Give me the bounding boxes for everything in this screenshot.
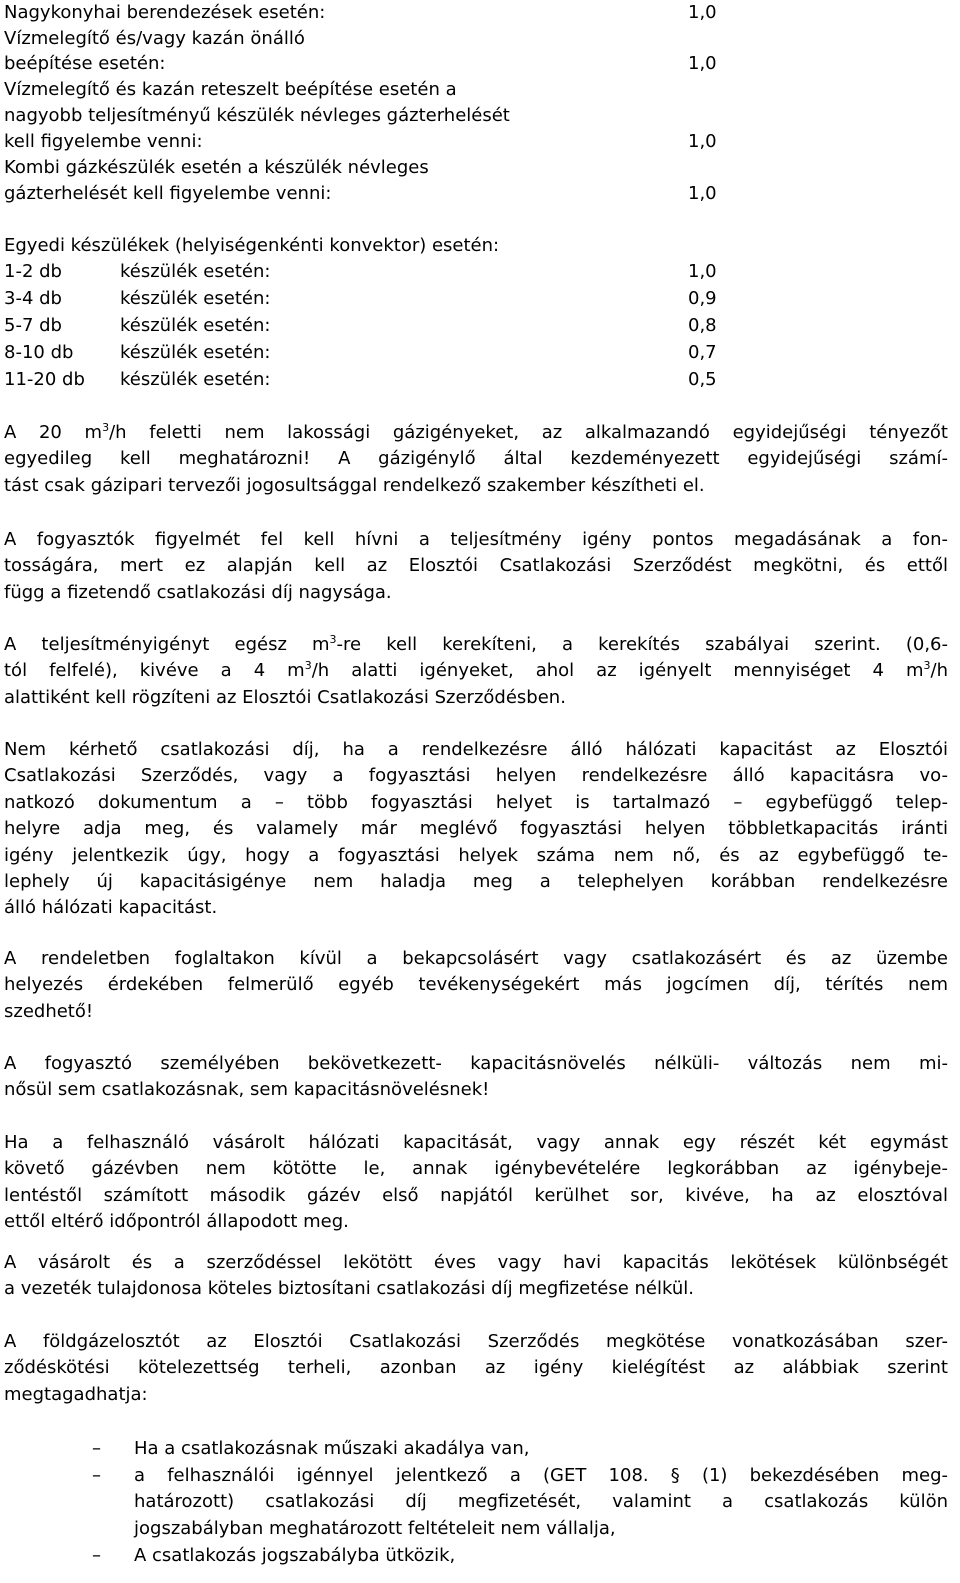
list-item: Ha a csatlakozásnak műszaki akadálya van, — [134, 1438, 530, 1459]
appliance-count: 11-20 db — [4, 369, 85, 390]
appliance-factor: 0,9 — [688, 288, 717, 309]
factor-label: Nagykonyhai berendezések esetén: — [4, 2, 326, 23]
factor-label: Vízmelegítő és/vagy kazán önálló — [4, 28, 305, 49]
appliance-label: készülék esetén: — [120, 342, 271, 363]
paragraph-simultaneity: A 20 $m^3/h$ feletti nem lakossági gázigényeket, az alkalmazandó egyidejűségi tényezőt egyedileg kell meghatározni! A gázigénylő által kezdeményezett egyidejűségi számí- tást csak gázipari tervezői jogosultsággal rendelkező szakember készítheti el. — [4, 421, 948, 496]
factor-label: nagyobb teljesítményű készülék névleges gázterhelését — [4, 105, 510, 126]
paragraph-refusal: A földgázelosztót az Elosztói Csatlakozási Szerződés megkötése vonatkozásában szer- ződéskötési kötelezettség terheli, azonban az igény kielégítést az alábbiak szerint megtagadhatja: — [4, 1331, 948, 1405]
factor-label: beépítése esetén: — [4, 53, 166, 74]
dash-bullet: – — [92, 1438, 101, 1459]
appliance-label: készülék esetén: — [120, 369, 271, 390]
factor-label: Kombi gázkészülék esetén a készülék névleges — [4, 157, 429, 178]
factor-value: 1,0 — [688, 53, 717, 74]
appliance-count: 5-7 db — [4, 315, 62, 336]
paragraph-difference: A vásárolt és a szerződéssel lekötött éves vagy havi kapacitás lekötések különbségét a vezeték tulajdonosa köteles biztosítani csatlakozási díj megfizetése nélkül. — [4, 1252, 948, 1300]
paragraph-unused-capacity: Ha a felhasználó vásárolt hálózati kapacitását, vagy annak egy részét két egymást követő gázévben nem kötötte le, annak igénybevételére legkorábban az igénybeje- lentéstől számított második gázév első napjától kerülhet sor, kivéve, ha az elosztóval ettől eltérő időpontról állapodott meg. — [4, 1132, 948, 1233]
appliance-factor: 0,5 — [688, 369, 717, 390]
paragraph-no-fee: Nem kérhető csatlakozási díj, ha a rendelkezésre álló hálózati kapacitást az Elosztói Csatlakozási Szerződés, vagy a fogyasztási helyen rendelkezésre álló kapacitásra vo- natkozó dokumentum a – több fogyasztási helyet is tartalmazó – egybefüggő telep- helyre adja meg, és valamely már meglévő fogyasztási helyen többletkapacitás iránti igény jelentkezik úgy, hogy a fogyasztási helyek száma nem nő, és az egybefüggő te- lephely új kapacitásigénye nem haladja meg a telephelyen korábban rendelkezésre álló hálózati kapacitást. — [4, 739, 948, 919]
factor-label: kell figyelembe venni: — [4, 131, 203, 152]
appliance-label: készülék esetén: — [120, 261, 271, 282]
factor-value: 1,0 — [688, 183, 717, 204]
paragraph-capacity-request: A fogyasztók figyelmét fel kell hívni a teljesítmény igény pontos megadásának a fon- tosságára, mert ez alapján kell az Elosztói Csatlakozási Szerződést megkötni, és ettől függ a fizetendő csatlakozási díj nagysága. — [4, 529, 948, 603]
appliance-label: készülék esetén: — [120, 288, 271, 309]
factor-value: 1,0 — [688, 2, 717, 23]
dash-bullet: – — [92, 1545, 101, 1566]
factor-label: gázterhelését kell figyelembe venni: — [4, 183, 332, 204]
appliance-factor: 1,0 — [688, 261, 717, 282]
appliance-count: 1-2 db — [4, 261, 62, 282]
section-heading: Egyedi készülékek (helyiségenkénti konvektor) esetén: — [4, 235, 500, 256]
appliance-factor: 0,7 — [688, 342, 717, 363]
appliance-factor: 0,8 — [688, 315, 717, 336]
factor-value: 1,0 — [688, 131, 717, 152]
list-item: A csatlakozás jogszabályba ütközik, — [134, 1545, 456, 1566]
paragraph-other-fees: A rendeletben foglaltakon kívül a bekapcsolásért vagy csatlakozásért és az üzembe helyezés érdekében felmerülő egyéb tevékenységekért más jogcímen díj, térítés nem szedhető! — [4, 948, 948, 1022]
factor-label: Vízmelegítő és kazán reteszelt beépítése esetén a — [4, 79, 457, 100]
dash-bullet: – — [92, 1465, 101, 1486]
appliance-count: 3-4 db — [4, 288, 62, 309]
appliance-count: 8-10 db — [4, 342, 74, 363]
paragraph-rounding: A teljesítményigényt egész $m^3-re$ kell kerekíteni, a kerekítés szabályai szerint. (0,6- tól felfelé), kivéve a 4 $m^3/h$ alatti igényeket, ahol az igényelt mennyiséget 4 $m^3/h$ alattiként kell rögzíteni az Elosztói Csatlakozási Szerződésben. — [4, 633, 948, 708]
paragraph-change: A fogyasztó személyében bekövetkezett- kapacitásnövelés nélküli- változás nem mi- nősül sem csatlakozásnak, sem kapacitásnövelésnek! — [4, 1053, 948, 1101]
appliance-label: készülék esetén: — [120, 315, 271, 336]
list-item: a felhasználói igénnyel jelentkező a (GET 108. § (1) bekezdésében meg- határozott) csatlakozási díj megfizetését, valamint a csatlakozás külön jogszabályban meghatározott feltételeit nem vállalja, — [134, 1465, 948, 1539]
